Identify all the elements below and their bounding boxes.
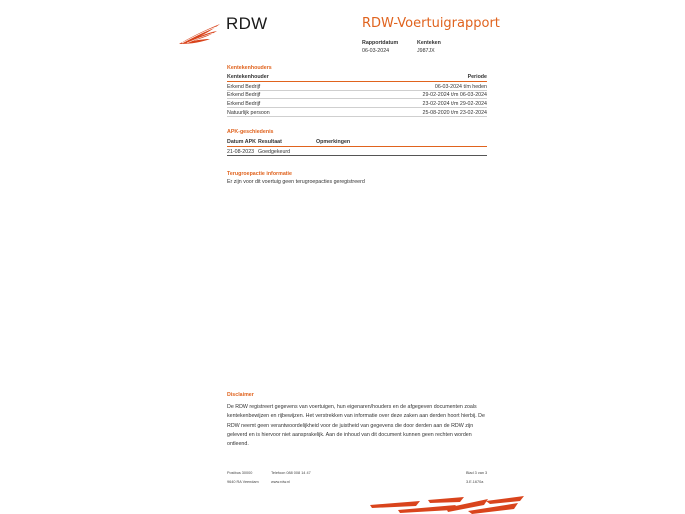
table-row	[227, 147, 487, 156]
table-row	[227, 108, 487, 117]
disclaimer-text: De RDW registreert gegevens van voertuigen, hun eigenaren/houders en de afgegeven documenten zoals kentekenbewijzen en rijbewijzen. Het verstrekken van informatie over deze zaken aan derden hoort hierbij. De RDW neemt geen verantwoordelijkheid voor de juistheid van gegevens die door derden aan de RDW zijn geleverd en is hiervoor niet aansprakelijk. Aan de inhoud van dit document kunnen geen rechten worden ontleend.	[227, 404, 485, 448]
apk-result-cell: Goedgekeurd	[258, 148, 291, 155]
table-row	[227, 99, 487, 108]
col-remarks-header: Opmerkingen	[316, 138, 351, 145]
apk-date-cell: 21-08-2023	[227, 148, 255, 155]
apk-section-title: APK-geschiedenis	[227, 129, 274, 135]
report-date-value: 06-03-2024	[362, 48, 390, 54]
table-row	[227, 91, 487, 100]
document-title: RDW-Voertuigrapport	[362, 16, 500, 31]
apk-table-header	[227, 137, 487, 147]
period-cell: 29-02-2024 t/m 06-03-2024	[422, 92, 487, 99]
holders-table-header	[227, 72, 487, 82]
apk-table	[227, 137, 487, 156]
col-result-header: Resultaat	[258, 138, 282, 145]
rdw-logo-icon	[178, 22, 222, 46]
holders-section-title: Kentekenhouders	[227, 65, 272, 71]
period-cell: 25-08-2020 t/m 23-02-2024	[422, 109, 487, 116]
recall-text: Er zijn voor dit voertuig geen terugroepacties geregistreerd	[227, 179, 365, 185]
holder-cell: Natuurlijk persoon	[227, 109, 270, 116]
plate-label: Kenteken	[417, 40, 441, 46]
footer-web: www.rdw.nl	[271, 480, 290, 484]
report-date-label: Rapportdatum	[362, 40, 399, 46]
table-row	[227, 82, 487, 91]
col-date-header: Datum APK	[227, 138, 256, 145]
holder-cell: Erkend Bedrijf	[227, 92, 261, 99]
col-period-header: Periode	[467, 73, 487, 80]
period-cell: 23-02-2024 t/m 29-02-2024	[422, 100, 487, 107]
footer-postbus: Postbus 30000	[227, 471, 253, 475]
decorative-stripes-icon	[368, 494, 528, 514]
period-cell: 06-03-2024 t/m heden	[434, 83, 487, 90]
plate-value: J987JX	[417, 48, 435, 54]
disclaimer-title: Disclaimer	[227, 392, 254, 398]
col-holder-header: Kentekenhouder	[227, 73, 269, 80]
holders-table	[227, 72, 487, 117]
footer-city: 9640 RA Veendam	[227, 480, 259, 484]
footer-page-number: Blad 3 van 3	[466, 471, 488, 475]
brand-name: RDW	[226, 14, 268, 33]
holder-cell: Erkend Bedrijf	[227, 100, 261, 107]
footer-phone: Telefoon 088 008 14 47	[271, 471, 311, 475]
recall-section-title: Terugroepactie informatie	[227, 171, 292, 177]
holder-cell: Erkend Bedrijf	[227, 83, 261, 90]
footer-version: 3.E.1670a	[466, 480, 484, 484]
